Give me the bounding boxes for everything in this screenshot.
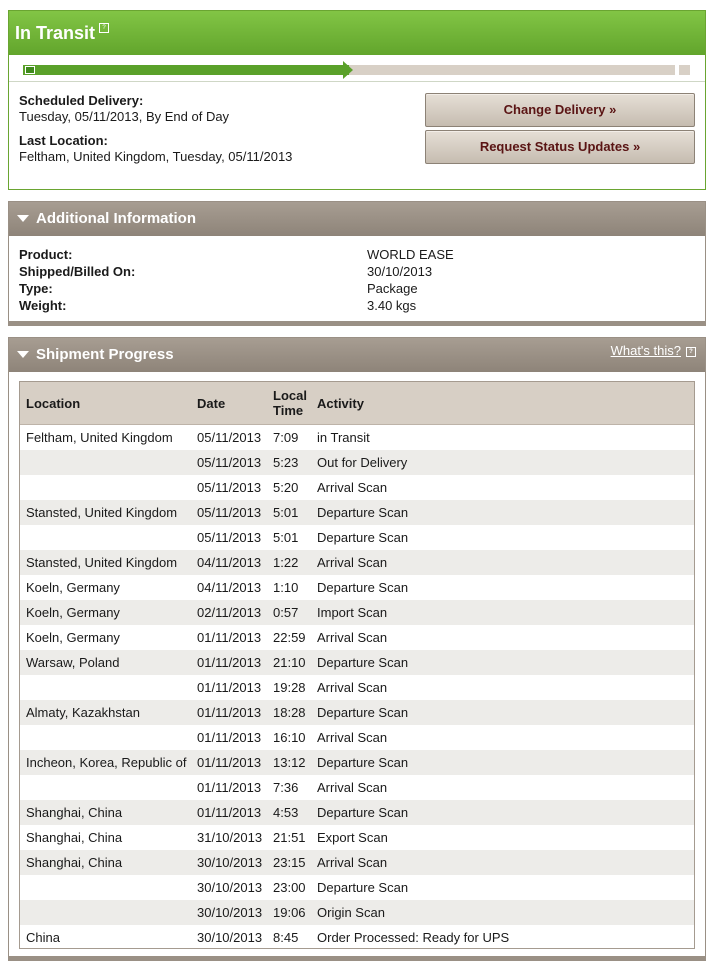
divider (9, 81, 705, 82)
table-row (20, 875, 694, 900)
cell-activity: Departure Scan (317, 880, 409, 895)
cell-activity: Departure Scan (317, 530, 409, 545)
progress-start-marker (25, 66, 35, 74)
cell-time: 1:10 (273, 580, 299, 595)
cell-location (20, 450, 191, 475)
cell-activity: Departure Scan (311, 750, 694, 775)
cell-activity: Import Scan (311, 600, 694, 625)
progress-chevron-icon (343, 61, 353, 79)
cell-time: 23:00 (273, 880, 306, 895)
cell-time: 5:20 (273, 480, 299, 495)
cell-date: 01/11/2013 (197, 730, 262, 745)
last-location-label: Last Location: (19, 133, 108, 148)
cell-activity: Arrival Scan (317, 730, 388, 745)
cell-date: 01/11/2013 (191, 650, 267, 675)
shipment-progress-panel (8, 337, 706, 961)
additional-information-title: Additional Information (36, 210, 196, 227)
cell-date: 01/11/2013 (197, 630, 262, 645)
status-title: In Transit (15, 23, 96, 43)
table-row (20, 600, 694, 625)
cell-activity: Departure Scan (311, 650, 694, 675)
help-icon[interactable]: ? (686, 347, 696, 357)
cell-location (20, 675, 191, 700)
info-value: 3.40 kgs (367, 298, 417, 313)
cell-activity: Out for Delivery (311, 450, 694, 475)
cell-location: Koeln, Germany (26, 580, 120, 595)
cell-location: Almaty, Kazakhstan (20, 700, 191, 725)
help-icon[interactable]: ? (99, 23, 109, 33)
cell-activity: in Transit (317, 430, 370, 445)
cell-time: 19:06 (267, 900, 311, 925)
info-label: Weight: (19, 298, 67, 313)
cell-activity: Departure Scan (311, 500, 694, 525)
info-label: Shipped/Billed On: (19, 264, 136, 279)
info-label: Product: (19, 247, 73, 262)
table-row (20, 925, 694, 950)
cell-date: 30/10/2013 (197, 930, 263, 945)
cell-time: 5:01 (267, 500, 311, 525)
cell-date: 02/11/2013 (191, 600, 267, 625)
cell-activity: Arrival Scan (317, 780, 388, 795)
cell-activity: Arrival Scan (311, 550, 694, 575)
collapse-triangle-icon (17, 215, 29, 222)
cell-location (20, 525, 191, 550)
request-status-updates-button[interactable]: Request Status Updates » (425, 130, 695, 164)
progress-bar (23, 63, 691, 77)
cell-time: 5:23 (267, 450, 311, 475)
panel-bottom-bar (9, 321, 705, 325)
table-row (20, 800, 694, 825)
cell-location: China (26, 930, 60, 945)
cell-time: 0:57 (267, 600, 311, 625)
cell-activity: Arrival Scan (317, 680, 388, 695)
column-header-local-time: Local Time (267, 382, 311, 425)
cell-time: 18:28 (267, 700, 311, 725)
cell-location: Shanghai, China (20, 800, 191, 825)
delivery-info (19, 93, 292, 165)
shipment-progress-title: Shipment Progress (36, 346, 174, 363)
cell-date: 01/11/2013 (191, 750, 267, 775)
cell-activity: Arrival Scan (311, 850, 694, 875)
cell-time: 21:10 (267, 650, 311, 675)
info-label: Type: (19, 281, 53, 296)
panel-bottom-bar (9, 956, 705, 960)
cell-date: 05/11/2013 (197, 530, 262, 545)
table-row (20, 650, 694, 675)
table-row (20, 750, 694, 775)
table-row (20, 775, 694, 800)
cell-date: 05/11/2013 (197, 480, 262, 495)
cell-location (20, 875, 191, 900)
cell-time: 4:53 (267, 800, 311, 825)
table-row (20, 425, 694, 451)
cell-activity: Export Scan (317, 830, 388, 845)
cell-location (20, 725, 191, 750)
progress-fill (23, 65, 349, 75)
table-row (20, 725, 694, 750)
cell-location (20, 900, 191, 925)
column-header-location: Location (20, 382, 191, 425)
cell-time: 7:09 (273, 430, 299, 445)
info-value: Package (367, 281, 418, 296)
table-row (20, 700, 694, 725)
table-row (20, 450, 694, 475)
cell-time: 1:22 (267, 550, 311, 575)
cell-date: 31/10/2013 (197, 830, 263, 845)
cell-time: 23:15 (267, 850, 311, 875)
cell-location (20, 775, 191, 800)
cell-date: 01/11/2013 (197, 780, 262, 795)
table-row (20, 475, 694, 500)
cell-time: 5:01 (273, 530, 299, 545)
cell-time: 22:59 (273, 630, 306, 645)
table-row (20, 625, 694, 650)
last-location-value: Feltham, United Kingdom, Tuesday, 05/11/2013 (19, 149, 293, 164)
cell-date: 04/11/2013 (191, 550, 267, 575)
info-value: WORLD EASE (367, 247, 454, 262)
cell-date: 05/11/2013 (197, 430, 262, 445)
cell-location: Stansted, United Kingdom (20, 550, 191, 575)
scheduled-delivery-label: Scheduled Delivery: (19, 93, 144, 108)
collapse-triangle-icon (17, 351, 29, 358)
cell-time: 7:36 (273, 780, 299, 795)
cell-date: 30/10/2013 (197, 880, 263, 895)
additional-information-header[interactable] (9, 202, 705, 236)
info-value: 30/10/2013 (367, 264, 433, 279)
status-panel (8, 10, 706, 190)
table-row (20, 500, 694, 525)
cell-location: Warsaw, Poland (20, 650, 191, 675)
column-header-date: Date (191, 382, 267, 425)
cell-date: 05/11/2013 (191, 500, 267, 525)
shipment-progress-table (19, 381, 695, 949)
change-delivery-button[interactable]: Change Delivery » (425, 93, 695, 127)
cell-date: 01/11/2013 (191, 800, 267, 825)
cell-time: 16:10 (273, 730, 306, 745)
table-header-row (20, 382, 694, 425)
cell-date: 05/11/2013 (191, 450, 267, 475)
table-row (20, 900, 694, 925)
cell-location: Stansted, United Kingdom (20, 500, 191, 525)
cell-date: 01/11/2013 (197, 680, 262, 695)
cell-activity: Order Processed: Ready for UPS (317, 930, 510, 945)
cell-activity: Origin Scan (311, 900, 694, 925)
table-row (20, 550, 694, 575)
cell-time: 13:12 (267, 750, 311, 775)
cell-date: 30/10/2013 (191, 900, 267, 925)
cell-activity: Departure Scan (311, 700, 694, 725)
cell-location: Koeln, Germany (26, 630, 120, 645)
column-header-activity: Activity (311, 382, 694, 425)
cell-activity: Arrival Scan (317, 630, 388, 645)
progress-end-marker (679, 65, 690, 75)
shipment-progress-header[interactable] (9, 338, 705, 372)
cell-location (20, 475, 191, 500)
cell-location: Koeln, Germany (20, 600, 191, 625)
table-row (20, 675, 694, 700)
cell-activity: Arrival Scan (317, 480, 388, 495)
cell-location: Shanghai, China (26, 830, 123, 845)
status-header (9, 11, 705, 55)
cell-time: 19:28 (273, 680, 306, 695)
table-row (20, 525, 694, 550)
cell-activity: Departure Scan (317, 580, 409, 595)
cell-time: 21:51 (273, 830, 306, 845)
cell-location: Shanghai, China (20, 850, 191, 875)
whats-this-link[interactable]: What's this? (610, 343, 681, 358)
cell-location: Feltham, United Kingdom (26, 430, 173, 445)
table-row (20, 575, 694, 600)
cell-date: 30/10/2013 (191, 850, 267, 875)
table-row (20, 825, 694, 850)
cell-date: 04/11/2013 (197, 580, 262, 595)
table-row (20, 850, 694, 875)
cell-activity: Departure Scan (311, 800, 694, 825)
cell-location: Incheon, Korea, Republic of (20, 750, 191, 775)
cell-time: 8:45 (273, 930, 299, 945)
cell-date: 01/11/2013 (191, 700, 267, 725)
additional-information-panel (8, 201, 706, 326)
scheduled-delivery-value: Tuesday, 05/11/2013, By End of Day (19, 109, 230, 124)
